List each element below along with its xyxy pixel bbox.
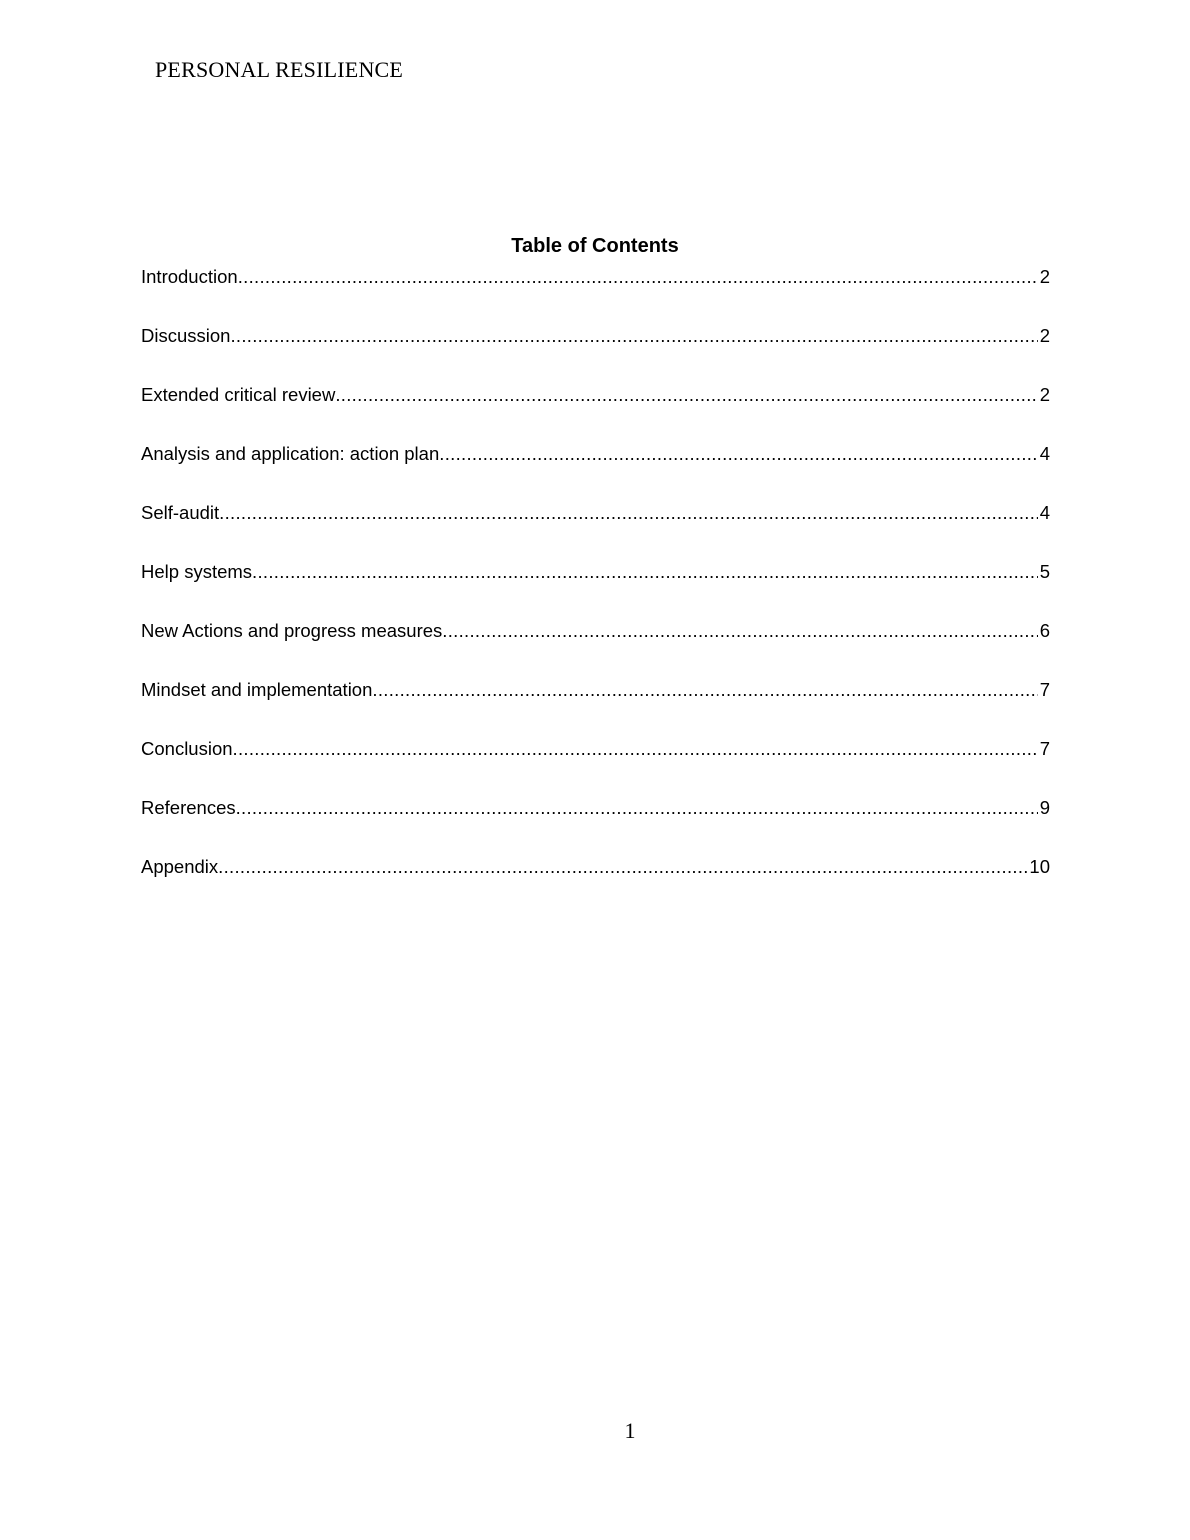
toc-entry-label: References [141, 797, 236, 818]
toc-entry-label: Conclusion [141, 738, 233, 759]
toc-entry-references[interactable] [141, 796, 1050, 855]
toc-entry-label: Extended critical review [141, 384, 336, 405]
toc-entry-page: 9 [1039, 797, 1050, 818]
toc-entry-label: Discussion [141, 325, 231, 346]
toc-entry-mindset-and-implementation[interactable] [141, 678, 1050, 737]
toc-entry-label: Self-audit [141, 502, 220, 523]
toc-dot-leader [335, 383, 1037, 407]
running-head: PERSONAL RESILIENCE [155, 57, 404, 82]
toc-title: Table of Contents [511, 235, 679, 257]
toc-dot-leader [442, 619, 1037, 643]
toc-entry-label: Introduction [141, 266, 238, 287]
toc-entry-page: 10 [1029, 856, 1050, 877]
toc-entry-page: 6 [1039, 620, 1050, 641]
toc-entry-appendix[interactable] [141, 855, 1050, 914]
toc-entry-extended-critical-review[interactable] [141, 383, 1050, 442]
toc-entry-page: 2 [1039, 384, 1050, 405]
toc-entry-page: 5 [1039, 561, 1050, 582]
toc-entry-discussion[interactable] [141, 324, 1050, 383]
toc-entry-label: Help systems [141, 561, 253, 582]
toc-entry-label: Analysis and application: action plan [141, 443, 440, 464]
table-of-contents [141, 265, 1050, 914]
toc-dot-leader [238, 265, 1038, 289]
toc-dot-leader [233, 737, 1038, 761]
toc-entry-label: New Actions and progress measures [141, 620, 443, 641]
toc-dot-leader [230, 324, 1037, 348]
toc-entry-label: Mindset and implementation [141, 679, 373, 700]
toc-dot-leader [218, 855, 1027, 879]
toc-entry-page: 7 [1039, 738, 1050, 759]
toc-entry-label: Appendix [141, 856, 219, 877]
toc-entry-introduction[interactable] [141, 265, 1050, 324]
toc-entry-self-audit[interactable] [141, 501, 1050, 560]
toc-entry-page: 4 [1039, 443, 1050, 464]
toc-entry-page: 2 [1039, 325, 1050, 346]
toc-dot-leader [252, 560, 1038, 584]
toc-dot-leader [372, 678, 1037, 702]
toc-entry-page: 2 [1039, 266, 1050, 287]
toc-entry-help-systems[interactable] [141, 560, 1050, 619]
toc-dot-leader [439, 442, 1037, 466]
toc-entry-analysis-and-application[interactable] [141, 442, 1050, 501]
toc-entry-page: 4 [1039, 502, 1050, 523]
toc-entry-page: 7 [1039, 679, 1050, 700]
toc-dot-leader [236, 796, 1038, 820]
toc-dot-leader [219, 501, 1038, 525]
page-number: 1 [624, 1418, 636, 1443]
toc-entry-conclusion[interactable] [141, 737, 1050, 796]
toc-entry-new-actions[interactable] [141, 619, 1050, 678]
